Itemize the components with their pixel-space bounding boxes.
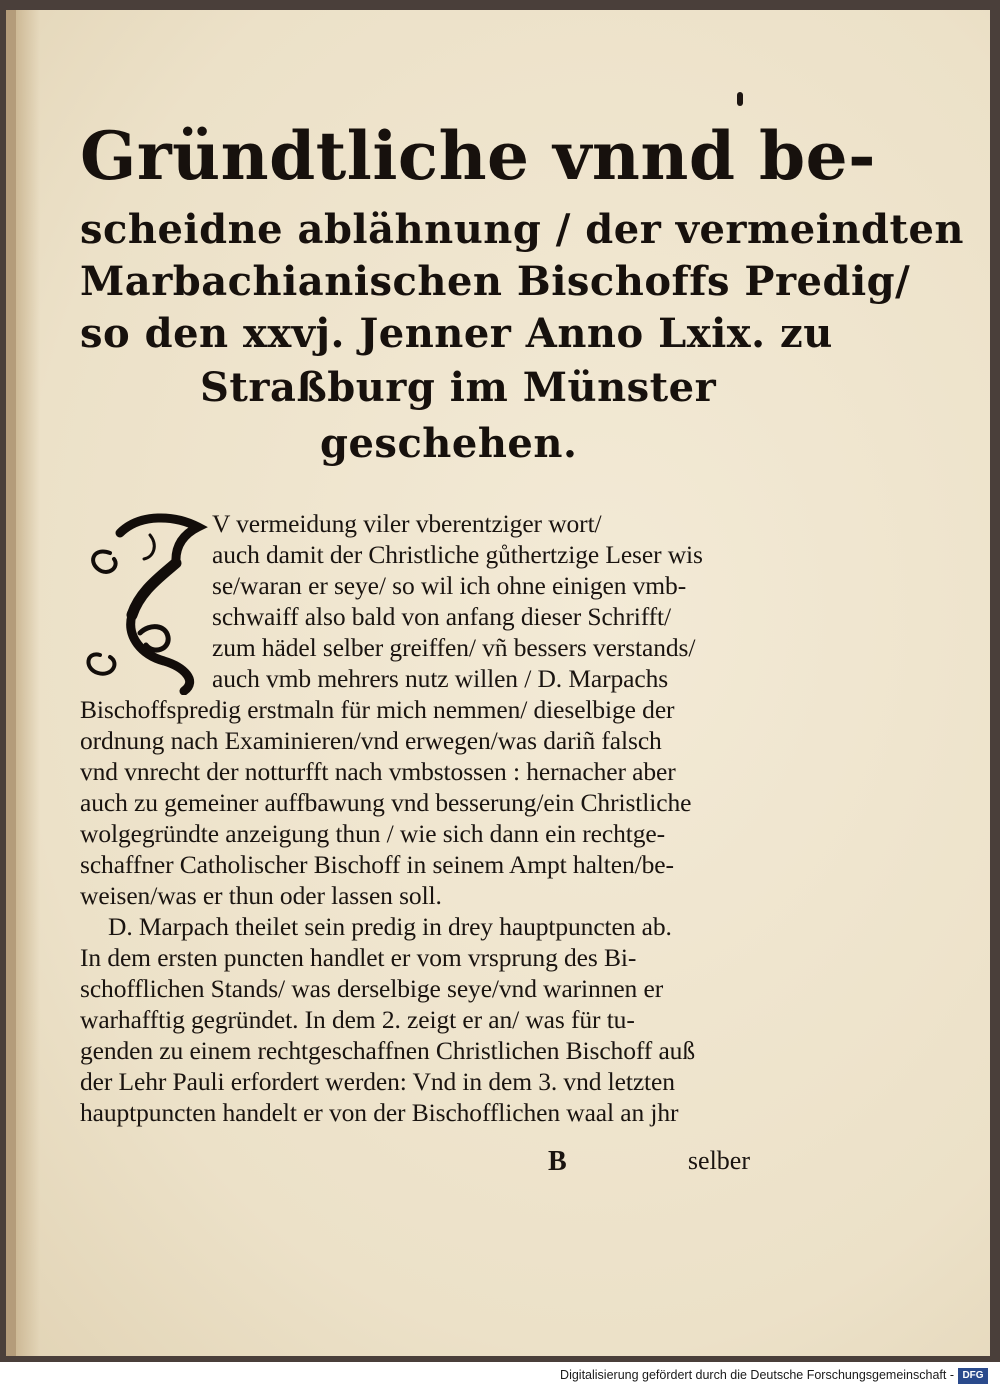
title-line: geschehen. [320,420,578,467]
digitization-footer [0,1362,1000,1390]
funding-credit: Digitalisierung gefördert durch die Deutsche Forschungsgemeinschaft - [560,1368,954,1382]
body-line: schwaiff also bald von anfang dieser Schrifft/ [212,602,671,631]
body-line: weisen/was er thun oder lassen soll. [80,881,442,910]
body-line: schofflichen Stands/ was derselbige seye/vnd warinnen er [80,974,664,1003]
body-line: auch damit der Christliche gůthertzige Leser wis [212,540,703,569]
title-line: Gründtliche vnnd be- [80,117,877,195]
page-footer-marks [80,1146,750,1186]
body-line: schaffner Catholischer Bischoff in seinem Ampt halten/be- [80,850,674,879]
signature-mark: B [548,1146,567,1177]
body-line: In dem ersten puncten handlet er vom vrsprung des Bi- [80,943,637,972]
body-line: vnd vnrecht der notturfft nach vmbstossen : hernacher aber [80,757,676,786]
body-line: se/waran er seye/ so wil ich ohne einigen vmb- [212,571,687,600]
body-line: auch zu gemeiner auffbawung vnd besserung/ein Christliche [80,788,692,817]
body-line: V vermeidung viler vberentziger wort/ [212,509,602,538]
body-line: auch vmb mehrers nutz willen / D. Marpachs [212,664,669,693]
body-line: warhafftig gegründet. In dem 2. zeigt er an/ was für tu- [80,1005,635,1034]
title-line: Marbachianischen Bischoffs Predig/ [80,258,911,305]
dfg-logo-icon: DFG [958,1368,988,1384]
body-line: zum hädel selber greiffen/ vñ bessers verstands/ [212,633,696,662]
body-line: wolgegründte anzeigung thun / wie sich dann ein rechtge- [80,819,665,848]
body-line: genden zu einem rechtgeschaffnen Christlichen Bischoff auß [80,1036,695,1065]
catchword: selber [687,1146,750,1175]
page-title [80,108,964,472]
body-line: der Lehr Pauli erfordert werden: Vnd in dem 3. vnd letzten [80,1067,675,1096]
title-line: Straßburg im Münster [200,364,717,411]
page-gutter-shadow [16,10,40,1356]
body-line: ordnung nach Examinieren/vnd erwegen/was dariñ falsch [80,726,662,755]
title-line: scheidne ablähnung / der vermeindten [80,206,964,253]
body-line: hauptpuncten handelt er von der Bischofflichen waal an jhr [80,1098,679,1127]
page-mark [737,92,743,106]
body-line: Bischoffspredig erstmaln für mich nemmen/ dieselbige der [80,695,675,724]
title-line: so den xxvj. Jenner Anno Lxix. zu [80,310,833,357]
body-line: D. Marpach theilet sein predig in drey hauptpuncten ab. [108,912,672,941]
body-text [80,508,775,1128]
